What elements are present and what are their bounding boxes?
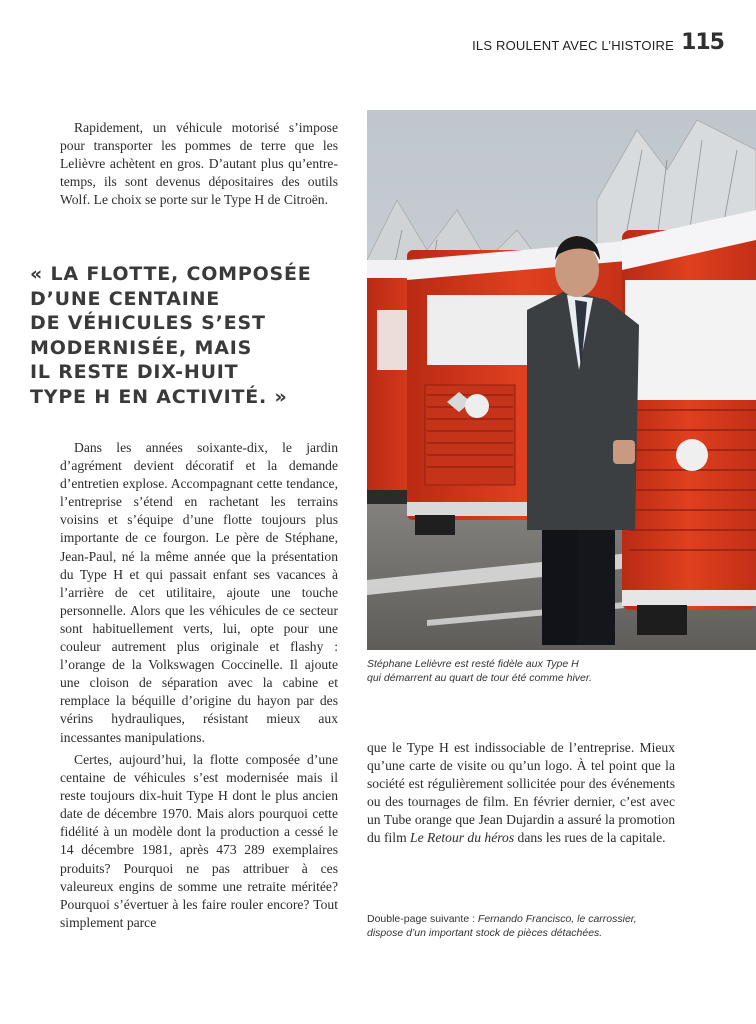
article-paragraph-3 — [60, 751, 338, 932]
pull-quote-line: IL RESTE DIX-HUIT — [30, 361, 239, 383]
footnote-text: Fernando Francisco, le carrossier, dispose d’un important stock de pièces détachées. — [367, 913, 637, 939]
paragraph-text: Rapidement, un véhicule motorisé s’impose pour transporter les pommes de terre que les Lelièvre achètent en gros. D’autant plus qu’entre-temps, ils sont devenus dépositaires des outils Wolf. Le choix se porte sur le Type H de Citroën. — [60, 120, 338, 208]
paragraph-text: Dans les années soixante-dix, le jardin d’agrément devient décoratif et la demande d’entretien explose. Accompagnant cette tendance, l’entreprise s’étend en rachetant les terrains voisins et s’équipe d’une flotte toujours plus importante de ce fourgon. Le père de Stéphane, Jean-Paul, né la même année que la présentation du Type H et qui passait enfant ses vacances à l’arrière de cet utilitaire, ajoute une touche personnelle. Alors que les véhicules de ce secteur sont habituellement verts, lui, opte pour une couleur autrement plus originale et flashy : l’orange de la Volkswagen Coccinelle. Il ajoute une cloison de séparation avec la cabine et remplace la béquille d’origine du hayon par des vérins hydrauliques, résistant mieux aux incessantes manipulations. — [60, 440, 338, 745]
footnote-prefix: Double-page suivante : — [367, 913, 478, 925]
article-paragraph-4 — [367, 739, 675, 848]
pull-quote — [30, 262, 330, 409]
pull-quote-line: DE VÉHICULES S’EST — [30, 312, 266, 334]
caption-line: Stéphane Lelièvre est resté fidèle aux Type H — [367, 658, 579, 670]
next-spread-note — [367, 912, 667, 940]
pull-quote-line: « LA FLOTTE, COMPOSÉE — [30, 263, 312, 285]
paragraph-text — [367, 739, 675, 848]
pull-quote-line: D’UNE CENTAINE — [30, 287, 221, 310]
paragraph-text: Certes, aujourd’hui, la flotte composée d’une centaine de véhicules s’est modernisée mais il reste toujours dix-huit Type H dont le plus ancien date de décembre 1970. Mais alors pourquoi cette fidélité à un modèle dont la production a cessé le 14 décembre 1981, après 473 289 exemplaires produits? Pourquoi ne pas attribuer à ces valeureux engins de somme une retraite méritée? Pourquoi s’évertuer à les faire rouler encore? Tout simplement parce — [60, 752, 338, 930]
film-title: Le Retour du héros — [410, 830, 515, 846]
paragraph-text-start: que le Type H est indissociable de l’entreprise. Mieux qu’une carte de visite ou qu’un logo. À tel point que la société est régulièrement sollicitée pour des événements ou des tournages de film. En février dernier, c’est avec un Tube orange que Jean Dujardin a assuré la promotion du film — [367, 740, 675, 846]
pull-quote-line: TYPE H EN ACTIVITÉ. » — [30, 385, 288, 408]
pull-quote-line: MODERNISÉE, MAIS — [30, 336, 253, 359]
caption-line: qui démarrent au quart de tour été comme hiver. — [367, 672, 592, 684]
paragraph-text-end: dans les rues de la capitale. — [514, 830, 666, 846]
photo-illustration — [367, 110, 756, 650]
article-paragraph-1 — [60, 119, 338, 209]
article-paragraph-2 — [60, 439, 338, 747]
photo-citroen-type-h-fleet — [367, 110, 756, 650]
running-header-title: ILS ROULENT AVEC L’HISTOIRE — [472, 38, 674, 53]
page-number: 115 — [681, 30, 724, 55]
van-front — [622, 210, 756, 635]
photo-caption — [367, 657, 667, 685]
